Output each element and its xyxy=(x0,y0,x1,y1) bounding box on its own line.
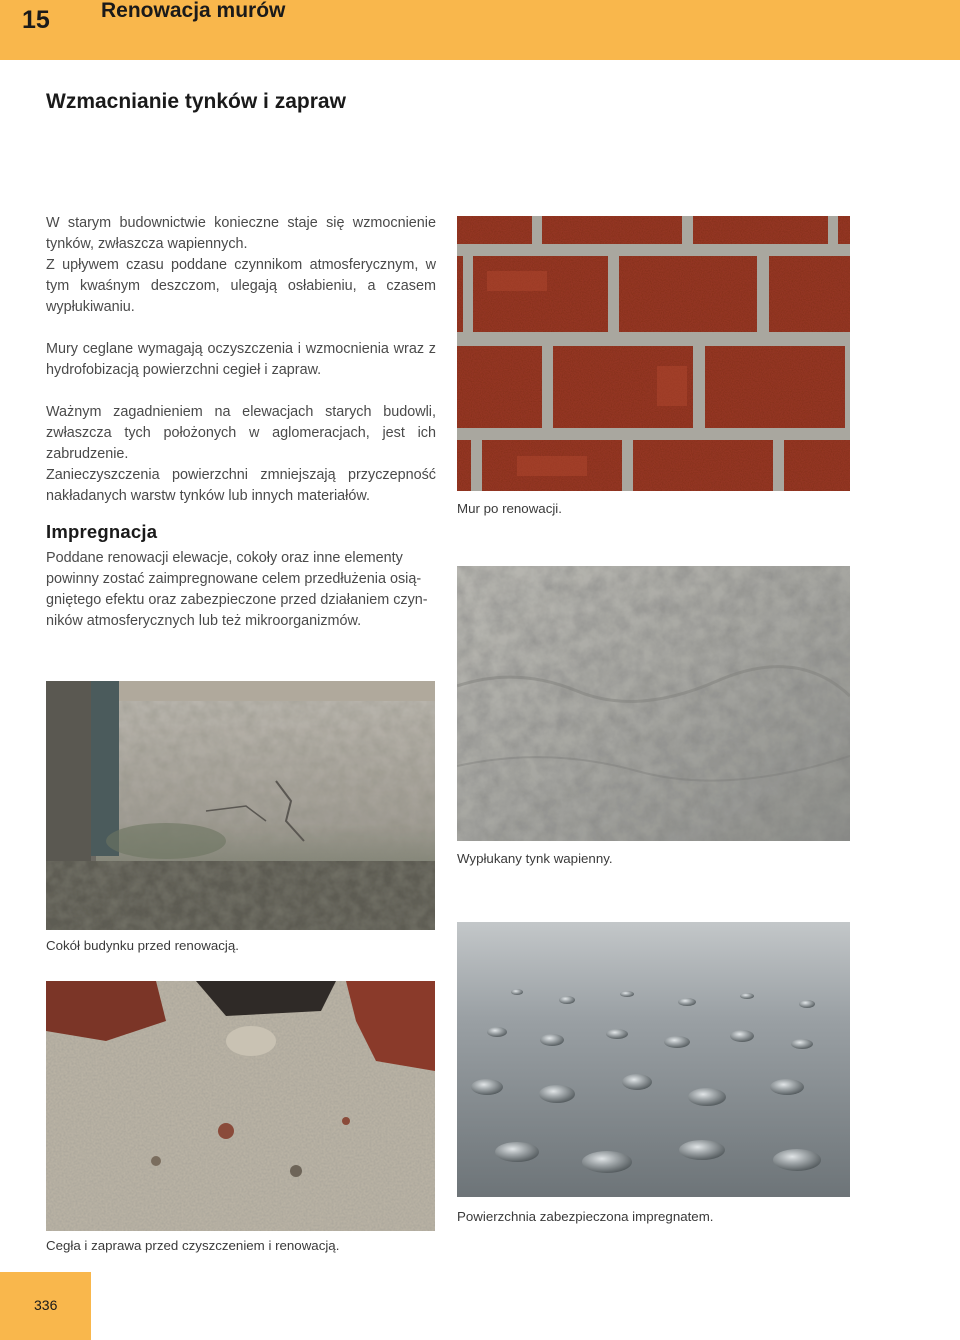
water-beads-photo xyxy=(457,922,850,1197)
paragraph: Ważnym zagadnieniem na elewacjach starych budowli, zwłaszcza tych położonych w aglomeracjach, jest ich zabrudzenie. xyxy=(46,404,436,462)
paragraph: Poddane renowacji elewacje, cokoły oraz inne elementy powinny zostać zaimpregnowane celem przedłużenia osiągniętego efektu oraz zabezpieczone przed działaniem czynników atmosferycznych lub też mikroorganizmów. xyxy=(46,550,428,629)
chapter-title: Renowacja murów xyxy=(101,0,286,22)
page-number: 336 xyxy=(34,1297,58,1313)
chapter-header xyxy=(0,0,960,60)
photo-caption: Mur po renowacji. xyxy=(457,501,562,516)
section-heading: Impregnacja xyxy=(46,521,158,542)
lime-plaster-photo xyxy=(457,566,850,841)
photo-caption: Cokół budynku przed renowacją. xyxy=(46,938,239,953)
paragraph: Mury ceglane wymagają oczyszczenia i wzmocnienia wraz z hydrofobizacją powierzchni cegieł i zapraw. xyxy=(46,341,436,378)
brick-mortar-photo xyxy=(46,981,435,1231)
plinth-photo xyxy=(46,681,435,930)
paragraph: Z upływem czasu poddane czynnikom atmosferycznym, w tym kwaśnym deszczom, ulegają osłabieniu, a czasem wypłukiwaniu. xyxy=(46,257,436,315)
photo-caption: Cegła i zaprawa przed czyszczeniem i renowacją. xyxy=(46,1238,340,1253)
body-text xyxy=(46,213,436,632)
page-title: Wzmacnianie tynków i zapraw xyxy=(46,90,346,113)
photo-caption: Wypłukany tynk wapienny. xyxy=(457,851,613,866)
paragraph: Zanieczyszczenia powierzchni zmniejszają przyczepność nakładanych warstw tynków lub innych materiałów. xyxy=(46,467,436,504)
paragraph: W starym budownictwie konieczne staje się wzmocnienie tynków, zwłaszcza wapiennych. xyxy=(46,215,436,252)
photo-caption: Powierzchnia zabezpieczona impregnatem. xyxy=(457,1209,714,1224)
chapter-number: 15 xyxy=(22,6,50,34)
brick-wall-photo xyxy=(457,216,850,491)
